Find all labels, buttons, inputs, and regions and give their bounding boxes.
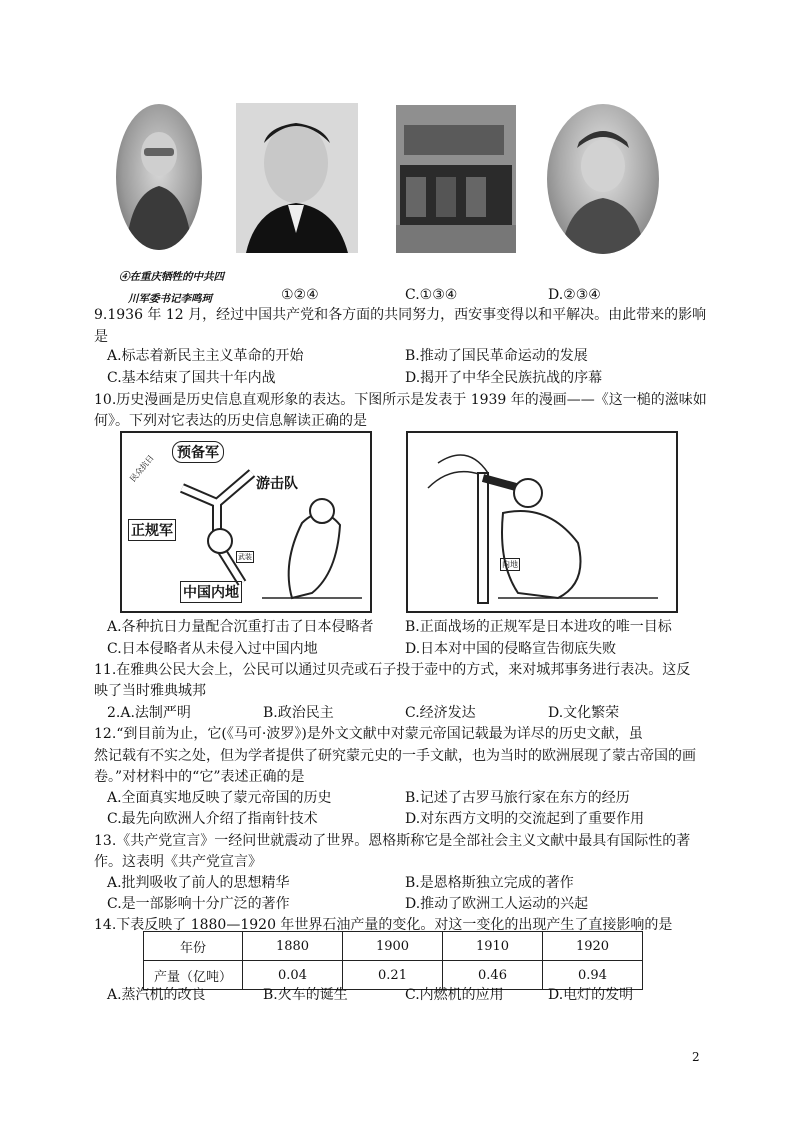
q9-option-b[interactable]: B.推动了国民革命运动的发展 <box>405 348 588 364</box>
q11-stem: 11.在雅典公民大会上，公民可以通过贝壳或石子投于壶中的方式，来对城邦事务进行表决。这反 <box>94 662 691 678</box>
q8-option-b[interactable]: ①②④ <box>281 287 319 303</box>
table-cell-value: 0.94 <box>543 961 643 990</box>
q9-stem-cont: 是 <box>94 329 108 345</box>
table-cell-value: 0.46 <box>443 961 543 990</box>
q8-option-c[interactable]: C.①③④ <box>405 287 458 303</box>
q13-option-b[interactable]: B.是恩格斯独立完成的著作 <box>405 875 574 891</box>
q14-option-b[interactable]: B.火车的诞生 <box>263 987 348 1003</box>
table-row <box>144 932 643 961</box>
cartoon-right-drawing <box>408 433 676 611</box>
q14-option-c[interactable]: C.内燃机的应用 <box>405 987 504 1003</box>
q13-option-a[interactable]: A.批判吸收了前人的思想精华 <box>107 875 290 891</box>
oil-production-table <box>143 931 643 990</box>
q10-option-b[interactable]: B.正面战场的正规军是日本进攻的唯一目标 <box>405 619 672 635</box>
q9-option-a[interactable]: A.标志着新民主主义革命的开始 <box>107 348 304 364</box>
q13-stem-cont: 作。这表明《共产党宣言》 <box>94 854 262 870</box>
q13-stem: 13.《共产党宣言》一经问世就震动了世界。恩格斯称它是全部社会主义文献中最具有国际性的著 <box>94 833 691 849</box>
portrait-photo-4 <box>547 104 659 254</box>
q10-option-a[interactable]: A.各种抗日力量配合沉重打击了日本侵略者 <box>107 619 374 635</box>
q12-stem: 12.“到目前为止，它(《马可·波罗》)是外文文献中对蒙元帝国记载最为详尽的历史文献，虽 <box>94 726 643 742</box>
q11-option-b[interactable]: B.政治民主 <box>263 705 334 721</box>
table-cell-year: 1920 <box>543 932 643 961</box>
q9-stem: 9.1936 年 12 月，经过中国共产党和各方面的共同努力，西安事变得以和平解决。由此带来的影响 <box>94 307 707 323</box>
q12-stem-cont2: 卷。”对材料中的“它”表述正确的是 <box>94 769 305 785</box>
cartoon-label-militia: 民众抗日 <box>128 453 156 484</box>
q12-option-a[interactable]: A.全面真实地反映了蒙元帝国的历史 <box>107 790 332 806</box>
portrait-photo-2 <box>236 103 358 253</box>
table-cell-year: 1880 <box>243 932 343 961</box>
q8-option-d[interactable]: D.②③④ <box>548 287 601 303</box>
cartoon-label-guerrilla: 游击队 <box>256 476 298 492</box>
q10-option-c[interactable]: C.日本侵略者从未侵入过中国内地 <box>107 641 318 657</box>
q11-option-a[interactable]: 2.A.法制严明 <box>107 705 191 721</box>
q13-option-d[interactable]: D.推动了欧洲工人运动的兴起 <box>405 896 589 912</box>
q14-stem: 14.下表反映了 1880—1920 年世界石油产量的变化。对这一变化的出现产生了直接影响的是 <box>94 917 673 933</box>
q12-option-d[interactable]: D.对东西方文明的交流起到了重要作用 <box>405 811 645 827</box>
q12-option-b[interactable]: B.记述了古罗马旅行家在东方的经历 <box>405 790 630 806</box>
cartoon-label-inland-sign: 内地 <box>502 560 518 569</box>
page-number: 2 <box>692 1050 700 1064</box>
q13-option-c[interactable]: C.是一部影响十分广泛的著作 <box>107 896 290 912</box>
cartoon-label-inland: 中国内地 <box>180 581 242 603</box>
table-cell-year: 1910 <box>443 932 543 961</box>
cartoon-panel-left <box>120 431 372 613</box>
photo-caption-line1: ④在重庆牺牲的中共四 <box>119 271 224 283</box>
q10-option-d[interactable]: D.日本对中国的侵略宣告彻底失败 <box>405 641 617 657</box>
q12-option-c[interactable]: C.最先向欧洲人介绍了指南针技术 <box>107 811 318 827</box>
q10-stem: 10.历史漫画是历史信息直观形象的表达。下图所示是发表于 1939 年的漫画——《这一槌的滋味如 <box>94 392 707 408</box>
cartoon-label-reserve: 预备军 <box>172 441 224 463</box>
cartoon-label-arms: 武装 <box>238 553 252 561</box>
q11-option-d[interactable]: D.文化繁荣 <box>548 705 620 721</box>
table-cell-value: 0.04 <box>243 961 343 990</box>
table-cell-year: 1900 <box>343 932 443 961</box>
q11-option-c[interactable]: C.经济发达 <box>405 705 476 721</box>
q12-stem-cont: 然记载有不实之处，但为学者提供了研究蒙元史的一手文献，也为当时的欧洲展现了蒙古帝国的画 <box>94 748 696 764</box>
q14-option-d[interactable]: D.电灯的发明 <box>548 987 634 1003</box>
cartoon-panel-right <box>406 431 678 613</box>
q14-option-a[interactable]: A.蒸汽机的改良 <box>107 987 206 1003</box>
cartoon-label-regular: 正规军 <box>128 519 176 541</box>
building-photo <box>396 105 516 253</box>
table-header-label: 年份 <box>144 932 243 961</box>
table-row-label: 产量（亿吨） <box>144 961 243 990</box>
q9-option-c[interactable]: C.基本结束了国共十年内战 <box>107 370 276 386</box>
portrait-photo-1 <box>116 104 202 250</box>
table-cell-value: 0.21 <box>343 961 443 990</box>
photo-caption-line2: 川军委书记李鸣珂 <box>128 293 212 305</box>
q10-stem-cont: 何》。下列对它表达的历史信息解读正确的是 <box>94 413 367 429</box>
q9-option-d[interactable]: D.揭开了中华全民族抗战的序幕 <box>405 370 603 386</box>
q11-stem-cont: 映了当时雅典城邦 <box>94 683 206 699</box>
